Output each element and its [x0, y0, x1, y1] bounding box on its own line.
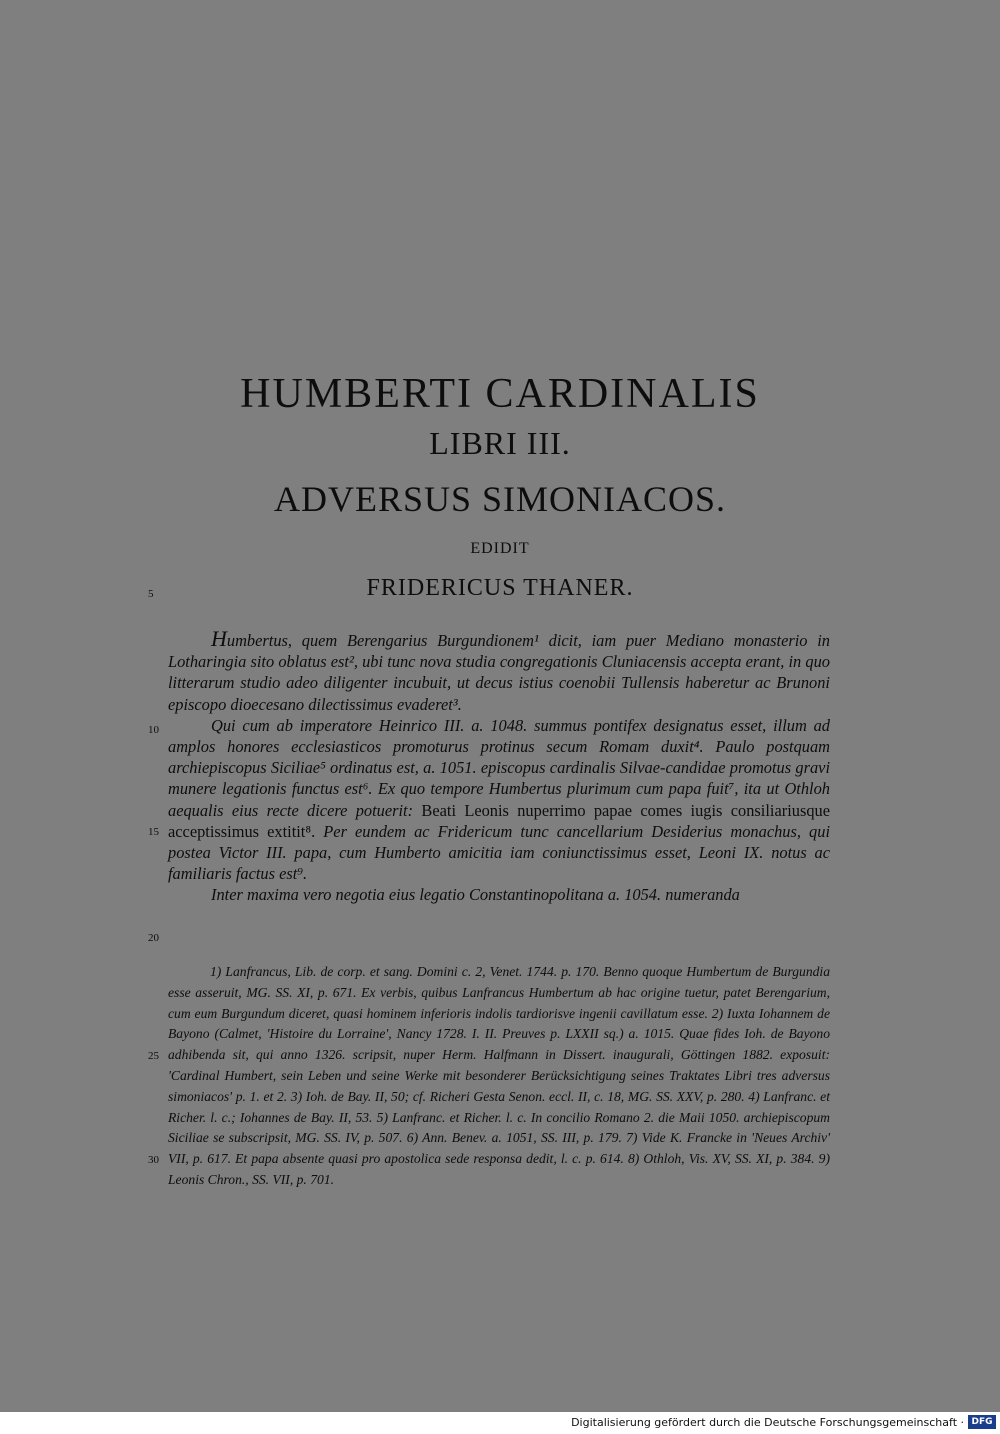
edidit-label: EDIDIT	[470, 540, 530, 557]
title-line-3: ADVERSUS SIMONIACOS.	[273, 479, 727, 519]
line-number-20: 20	[148, 932, 159, 944]
paragraph-3-text: Inter maxima vero negotia eius legatio Constantinopolitana a. 1054. numeranda	[211, 885, 740, 905]
paragraph-2-part-2: Per eundem ac Fridericum tunc cancellarium Desiderius monachus, qui postea Victor III. papa, cum Humberto amicitia iam coniunctissimus esset, Leoni IX. notus ac familiaris factus est⁹.	[168, 821, 830, 884]
funding-notice: Digitalisierung gefördert durch die Deutsche Forschungsgemeinschaft ·	[571, 1416, 964, 1429]
othloh-quote: Beati Leonis nuperrimo papae comes iugis consiliariusque acceptissimus extitit⁸.	[168, 800, 830, 841]
paragraph-2	[168, 715, 830, 885]
line-number-30: 30	[148, 1154, 159, 1166]
paragraph-1	[168, 628, 830, 715]
line-number-25: 25	[148, 1050, 159, 1062]
line-number-10: 10	[148, 724, 159, 736]
footer-bar	[0, 1412, 1000, 1434]
dfg-logo-icon: DFG	[968, 1415, 996, 1429]
editor-name: FRIDERICUS THANER.	[366, 575, 634, 601]
paragraph-3	[168, 884, 830, 905]
title-line-2: LIBRI III.	[429, 425, 571, 461]
main-text	[168, 628, 830, 906]
paragraph-1-text: umbertus, quem Berengarius Burgundionem¹ dicit, iam puer Mediano monasterio in Lotharingia sito oblatus est², ubi tunc nova studia congregationis Cluniacensis accepta erant, in quo litterarum studio adeo diligenter incubuit, ut decus istius coenobii Tullensis haberetur ac Brunoni episcopo dioecesano dilectissimus evaderet³.	[168, 631, 830, 714]
title-line-1: HUMBERTI CARDINALIS	[240, 371, 760, 417]
footnotes-text: 1) Lanfrancus, Lib. de corp. et sang. Domini c. 2, Venet. 1744. p. 170. Benno quoque Humbertum de Burgundia esse asseruit, MG. SS. XI, p. 671. Ex verbis, quibus Lanfrancus Humbertum ab hac origine tuetur, patet Berengarium, cum eum Burgundum diceret, quasi hominem inferioris indolis tardiorisve ingenii cavillatum esse. 2) Iuxta Iohannem de Bayono (Calmet, 'Histoire du Lorraine', Nancy 1728. I. II. Preuves p. LXXII sq.) a. 1015. Quae fides Ioh. de Bayono adhibenda sit, qui anno 1326. scripsit, nuper Herm. Halfmann in Dissert. inaugurali, Göttingen 1882. exposuit: 'Cardinal Humbert, sein Leben und seine Werke mit besonderer Berücksichtigung seines Traktates Libri tres adversus simoniacos' p. 1. et 2. 3) Ioh. de Bay. II, 50; cf. Richeri Gesta Senon. eccl. II, c. 18, MG. SS. XXV, p. 280. 4) Lanfranc. et Richer. l. c.; Iohannes de Bay. II, 53. 5) Lanfranc. et Richer. l. c. In concilio Romano 2. die Maii 1050. archiepiscopum Siciliae se subscripsit, MG. SS. IV, p. 507. 6) Ann. Benev. a. 1051, SS. III, p. 179. 7) Vide K. Francke in 'Neues Archiv' VII, p. 617. Et papa absente quasi pro apostolica sede responsa dedit, l. c. p. 614. 8) Othloh, Vis. XV, SS. XI, p. 384. 9) Leonis Chron., SS. VII, p. 701.	[168, 964, 830, 1187]
line-number-5: 5	[148, 588, 154, 600]
line-number-15: 15	[148, 826, 159, 838]
initial-letter: H	[211, 626, 227, 651]
footnotes	[168, 962, 830, 1191]
paragraph-2-part-1: Qui cum ab imperatore Heinrico III. a. 1048. summus pontifex designatus esset, illum ad amplos honores ecclesiasticos promoturus protinus secum Romam duxit⁴. Paulo postquam archiepiscopus Siciliae⁵ ordinatus est, a. 1051. episcopus cardinalis Silvae-candidae promotus gravi munere legationis functus est⁶. Ex quo tempore Humbertus plurimum cum papa fuit⁷, ita ut Othloh aequalis eius recte dicere potuerit:	[168, 715, 830, 820]
